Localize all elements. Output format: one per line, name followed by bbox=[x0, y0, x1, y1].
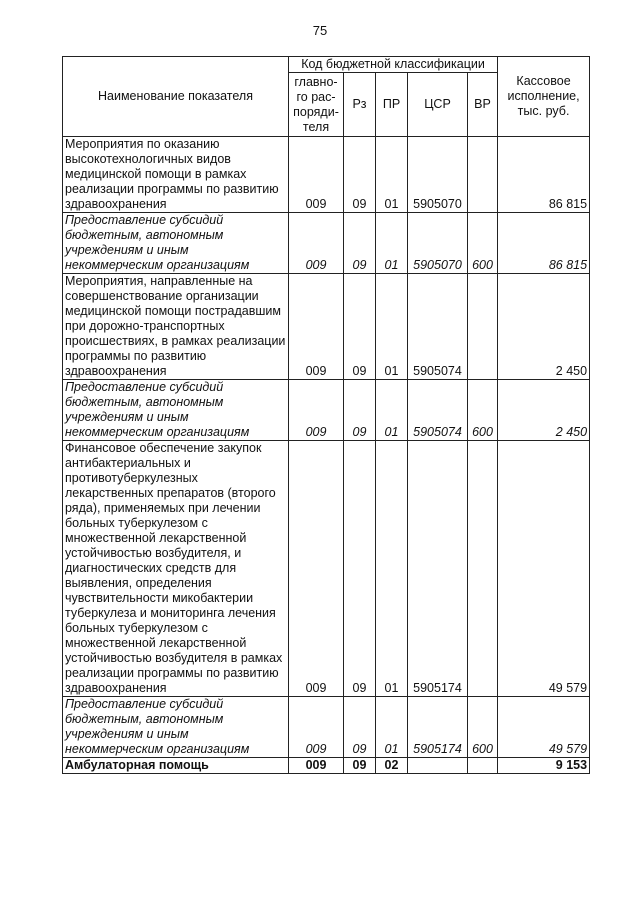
header-rz: Рз bbox=[344, 73, 376, 137]
table-row bbox=[63, 441, 590, 697]
table-row bbox=[63, 274, 590, 380]
header-amount bbox=[498, 57, 590, 137]
header-glav-line-3: поряди- bbox=[293, 104, 339, 119]
row-vr: 600 bbox=[468, 213, 498, 274]
row-name: Предоставление субсидий бюджетным, автономным учреждениям и иным некоммерческим организациям bbox=[63, 380, 289, 441]
row-name: Амбулаторная помощь bbox=[63, 758, 289, 774]
header-amount-line-3: тыс. руб. bbox=[517, 104, 570, 118]
row-csr: 5905070 bbox=[408, 137, 468, 213]
row-glav: 009 bbox=[289, 697, 344, 758]
table-row bbox=[63, 213, 590, 274]
row-pr: 01 bbox=[376, 697, 408, 758]
row-amount: 49 579 bbox=[498, 441, 590, 697]
row-amount: 86 815 bbox=[498, 213, 590, 274]
row-vr bbox=[468, 758, 498, 774]
row-glav: 009 bbox=[289, 137, 344, 213]
row-pr: 02 bbox=[376, 758, 408, 774]
budget-table bbox=[62, 56, 590, 774]
header-pr: ПР bbox=[376, 73, 408, 137]
header-indicator: Наименование показателя bbox=[63, 57, 289, 137]
row-glav: 009 bbox=[289, 274, 344, 380]
header-glav bbox=[289, 73, 344, 137]
header-code-group: Код бюджетной классификации bbox=[289, 57, 498, 73]
row-rz: 09 bbox=[344, 274, 376, 380]
row-glav: 009 bbox=[289, 441, 344, 697]
row-csr bbox=[408, 758, 468, 774]
row-pr: 01 bbox=[376, 137, 408, 213]
row-name: Мероприятия по оказанию высокотехнологичных видов медицинской помощи в рамках реализации программы по развитию здравоохранения bbox=[63, 137, 289, 213]
row-pr: 01 bbox=[376, 380, 408, 441]
row-pr: 01 bbox=[376, 213, 408, 274]
row-rz: 09 bbox=[344, 137, 376, 213]
row-vr bbox=[468, 274, 498, 380]
row-rz: 09 bbox=[344, 213, 376, 274]
row-pr: 01 bbox=[376, 441, 408, 697]
row-csr: 5905174 bbox=[408, 697, 468, 758]
row-amount: 86 815 bbox=[498, 137, 590, 213]
row-name: Мероприятия, направленные на совершенствование организации медицинской помощи пострадавшим при дорожно-транспортных происшествиях, в рамках реализации программы по развитию здравоохранения bbox=[63, 274, 289, 380]
table-row bbox=[63, 758, 590, 774]
row-name: Финансовое обеспечение закупок антибактериальных и противотуберкулезных лекарственных препаратов (второго ряда), применяемых при лечении больных туберкулезом с множественной лекарственной устойчивостью возбудителя, и диагностических средств для выявления, определения чувствительности микобактерии туберкулеза и мониторинга лечения больных туберкулезом с множественной лекарственной устойчивостью возбудителя в рамках реализации программы по развитию здравоохранения bbox=[63, 441, 289, 697]
page-number: 75 bbox=[312, 23, 328, 38]
row-vr: 600 bbox=[468, 380, 498, 441]
table-row bbox=[63, 137, 590, 213]
row-rz: 09 bbox=[344, 441, 376, 697]
row-csr: 5905074 bbox=[408, 274, 468, 380]
row-glav: 009 bbox=[289, 213, 344, 274]
header-csr: ЦСР bbox=[408, 73, 468, 137]
row-csr: 5905174 bbox=[408, 441, 468, 697]
header-vr: ВР bbox=[468, 73, 498, 137]
header-glav-line-2: го рас- bbox=[296, 89, 336, 104]
row-name: Предоставление субсидий бюджетным, автономным учреждениям и иным некоммерческим организациям bbox=[63, 213, 289, 274]
row-pr: 01 bbox=[376, 274, 408, 380]
row-amount: 2 450 bbox=[498, 380, 590, 441]
row-vr: 600 bbox=[468, 697, 498, 758]
table-row bbox=[63, 697, 590, 758]
row-amount: 49 579 bbox=[498, 697, 590, 758]
table-row bbox=[63, 380, 590, 441]
header-amount-line-1: Кассовое bbox=[516, 74, 571, 88]
header-glav-line-4: теля bbox=[302, 119, 330, 134]
row-vr bbox=[468, 441, 498, 697]
row-rz: 09 bbox=[344, 697, 376, 758]
row-csr: 5905070 bbox=[408, 213, 468, 274]
row-rz: 09 bbox=[344, 758, 376, 774]
row-rz: 09 bbox=[344, 380, 376, 441]
row-amount: 9 153 bbox=[498, 758, 590, 774]
row-glav: 009 bbox=[289, 380, 344, 441]
header-row-top bbox=[63, 57, 590, 73]
row-amount: 2 450 bbox=[498, 274, 590, 380]
header-amount-line-2: исполнение, bbox=[507, 89, 580, 103]
row-name: Предоставление субсидий бюджетным, автономным учреждениям и иным некоммерческим организациям bbox=[63, 697, 289, 758]
header-glav-line-1: главно- bbox=[294, 74, 338, 89]
row-csr: 5905074 bbox=[408, 380, 468, 441]
row-glav: 009 bbox=[289, 758, 344, 774]
row-vr bbox=[468, 137, 498, 213]
